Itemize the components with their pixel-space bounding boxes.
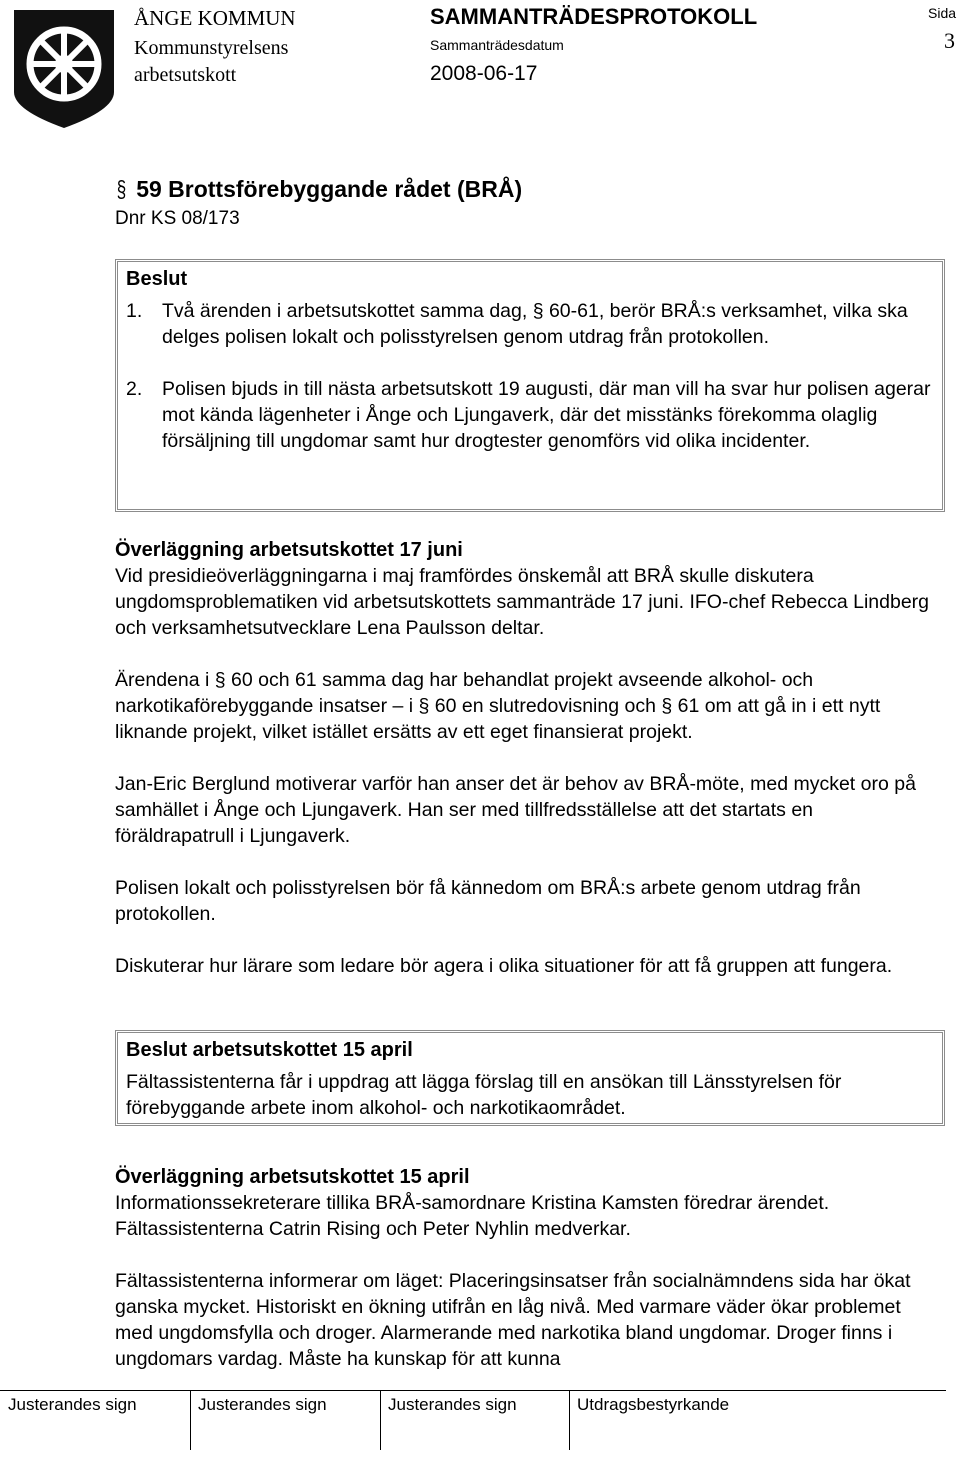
page-number: 3 bbox=[944, 28, 955, 53]
decision-box bbox=[115, 259, 945, 512]
certification-box: Utdragsbestyrkande bbox=[577, 1395, 730, 1414]
meeting-date: 2008-06-17 bbox=[430, 62, 538, 85]
deliberation-june-section bbox=[115, 537, 935, 979]
signature-box: Justerandes sign bbox=[198, 1395, 327, 1414]
decision-point-number: 1. bbox=[126, 300, 143, 322]
signature-box: Justerandes sign bbox=[8, 1395, 137, 1414]
signature-box: Justerandes sign bbox=[388, 1395, 517, 1414]
body-name-line2: arbetsutskott bbox=[134, 64, 237, 86]
body-name-line1: Kommunstyrelsens bbox=[134, 37, 289, 59]
paragraph: Jan-Eric Berglund motiverar varför han anser det är behov av BRÅ-möte, med mycket oro på samhället i Ånge och Ljungaverk. Han ser med tillfredsställelse att det startats en föräldrapatrull i Ljungaverk. bbox=[115, 773, 916, 847]
date-label: Sammanträdesdatum bbox=[430, 37, 564, 53]
decision-point-text: Polisen bjuds in till nästa arbetsutskott 19 augusti, där man vill ha svar hur polisen agerar mot kända lägenheter i Ånge och Ljungaverk, där det misstänks förekomma olaglig försäljning till ungdomar samt hur drogtester genomförs vid olika incidenter. bbox=[162, 378, 931, 452]
decision-april-box bbox=[115, 1030, 945, 1126]
municipality-logo bbox=[8, 6, 120, 132]
page-label: Sida bbox=[928, 5, 957, 21]
deliberation-april-section bbox=[115, 1164, 935, 1372]
item-title-text: 59 Brottsförebyggande rådet (BRÅ) bbox=[136, 176, 523, 202]
item-title bbox=[115, 176, 522, 203]
decision-point-text: Två ärenden i arbetsutskottet samma dag, § 60-61, berör BRÅ:s verksamhet, vilka ska delges polisen lokalt och polisstyrelsen genom utdrag från protokollen. bbox=[162, 300, 908, 348]
decision-point bbox=[126, 298, 934, 350]
decision-heading: Beslut bbox=[126, 268, 188, 290]
org-name: ÅNGE KOMMUN bbox=[134, 6, 296, 30]
paragraph: Diskuterar hur lärare som ledare bör agera i olika situationer för att få gruppen att fungera. bbox=[115, 955, 893, 977]
deliberation-april-heading: Överläggning arbetsutskottet 15 april bbox=[115, 1166, 470, 1188]
signature-footer bbox=[0, 1390, 948, 1469]
decision-point-number: 2. bbox=[126, 378, 143, 400]
section-sign: § bbox=[116, 176, 127, 202]
paragraph: Fältassistenterna informerar om läget: Placeringsinsatser från socialnämndens sida har ökat ganska mycket. Historiskt en ökning utifrån en låg nivå. Med varmare väder ökar problemet med ungdomsfylla och droger. Alarmerande med narkotika bland ungdomar. Droger finns i ungdomars vardag. Måste ha kunskap för att kunna bbox=[115, 1270, 911, 1370]
paragraph: Informationssekreterare tillika BRÅ-samordnare Kristina Kamsten föredrar ärendet. Fältassistenterna Catrin Rising och Peter Nyhlin medverkar. bbox=[115, 1192, 830, 1240]
decision-april-text: Fältassistenterna får i uppdrag att lägga förslag till en ansökan till Länsstyrelsen för förebyggande arbete inom alkohol- och narkotikaområdet. bbox=[126, 1071, 842, 1119]
paragraph: Ärendena i § 60 och 61 samma dag har behandlat projekt avseende alkohol- och narkotikaförebyggande insatser – i § 60 en slutredovisning och § 61 om att gå in i ett nytt liknande projekt, vilket istället ersätts av ett eget finansierat projekt. bbox=[115, 669, 881, 743]
deliberation-june-heading: Överläggning arbetsutskottet 17 juni bbox=[115, 539, 463, 561]
paragraph: Polisen lokalt och polisstyrelsen bör få kännedom om BRÅ:s arbete genom utdrag från protokollen. bbox=[115, 877, 861, 925]
document-type: SAMMANTRÄDESPROTOKOLL bbox=[430, 4, 758, 29]
paragraph: Vid presidieöverläggningarna i maj framfördes önskemål att BRÅ skulle diskutera ungdomsproblematiken vid arbetsutskottets sammanträde 17 juni. IFO-chef Rebecca Lindberg och verksamhetsutvecklare Lena Paulsson deltar. bbox=[115, 565, 930, 639]
decision-april-heading: Beslut arbetsutskottet 15 april bbox=[126, 1039, 413, 1061]
diary-number: Dnr KS 08/173 bbox=[115, 208, 240, 229]
decision-point bbox=[126, 376, 934, 454]
